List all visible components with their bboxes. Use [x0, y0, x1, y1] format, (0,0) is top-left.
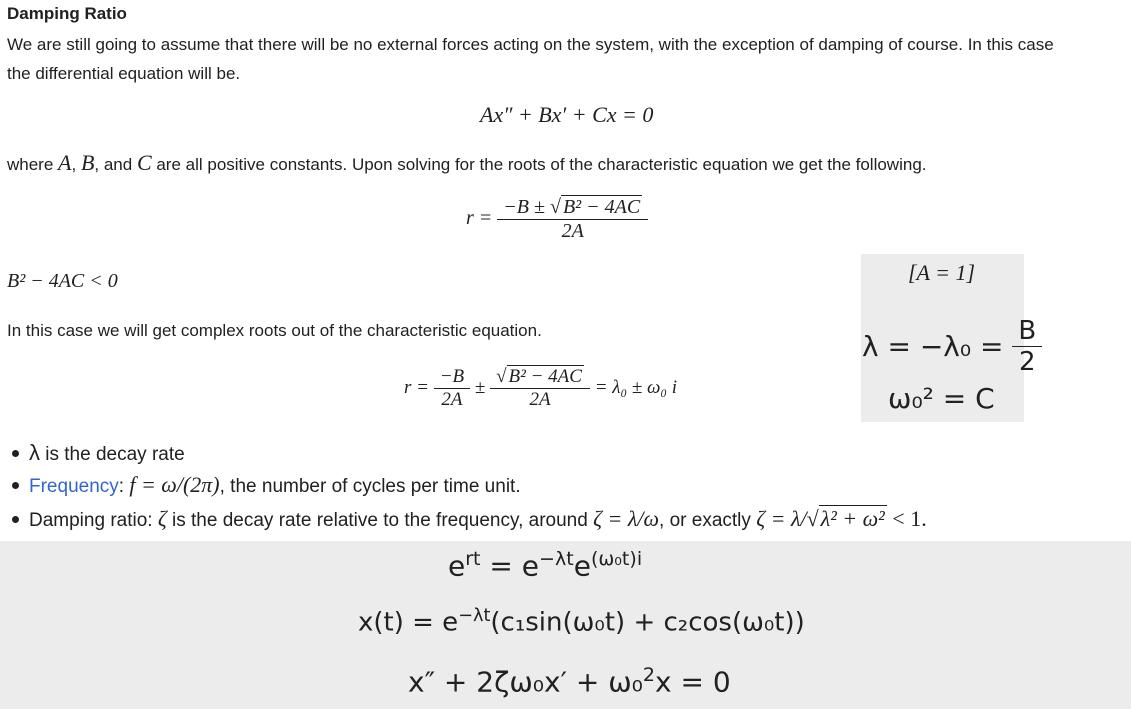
intro-line-1: We are still going to assume that there will be no external forces acting on the system, with the exception of damping of course. In this case — [7, 35, 1054, 54]
complex-roots-formula: r = $\frac{-B}{2A}$ ± $\frac{\text{√ B² − 4AC}}{2A}$ = λ₀ ± ω₀ i — [404, 366, 678, 410]
roots-fraction: $\frac{\text{−B ± √ B² − 4AC}}{2A}$ — [497, 196, 648, 243]
section-heading: Damping Ratio — [7, 4, 127, 23]
var-a: A — [58, 150, 72, 175]
box-line-omega: ω₀² = C — [888, 382, 995, 415]
roots-denominator: 2A — [497, 219, 648, 243]
discriminant-condition: B² − 4AC < 0 — [7, 270, 118, 292]
intro-paragraph — [7, 30, 1127, 88]
var-c: C — [136, 150, 152, 175]
roots-numerator: −B ± — [503, 196, 550, 218]
list-item: Frequency: f = ω/(2π), the number of cycles per time unit. — [12, 472, 521, 498]
roots-lhs: r = — [466, 207, 493, 230]
complex-roots-sentence: In this case we will get complex roots out of the characteristic equation. — [7, 321, 542, 340]
euler-equation: $e^{rt} = e^{-\lambda t}e^{(\omega_0t)i}$ — [448, 548, 643, 583]
box-line-lambda: λ = −λ₀ = $\frac{B}{2}$ — [862, 316, 1042, 377]
differential-equation: Ax″ + Bx′ + Cx = 0 — [480, 102, 654, 127]
list-item: λ is the decay rate — [12, 440, 185, 466]
list-item: Damping ratio: ζ is the decay rate relative to the frequency, around ζ = λ/ω, or exactly ζ = λ/√λ² + ω² < 1. — [12, 506, 927, 532]
var-b: B — [80, 150, 95, 175]
bullet-dot — [12, 450, 19, 457]
box-line-a-equals-1: [A = 1] — [908, 260, 976, 285]
roots-sqrt: B² − 4AC — [562, 196, 641, 218]
normalized-ode: x″ + 2ζω₀x′ + ω₀$^2$x = 0 — [408, 664, 731, 699]
quadratic-formula — [466, 196, 648, 243]
where-sentence: where A, B, and C are all positive constants. Upon solving for the roots of the characteristic equation we get the following. — [7, 150, 927, 175]
bullet-dot — [12, 482, 19, 489]
bullet-dot — [12, 516, 19, 523]
frequency-link[interactable]: Frequency — [29, 476, 119, 497]
complex-fraction-1: $\frac{-B}{2A}$ — [434, 366, 470, 411]
solution-equation: $x(t) = e^{-\lambda t}(c_1\sin(\omega_0t) + c_2\cos(\omega_0t))$ — [358, 606, 805, 638]
intro-line-2: the differential equation will be. — [7, 64, 241, 83]
complex-fraction-2: $\frac{\text{√ B² − 4AC}}{2A}$ — [490, 366, 590, 411]
